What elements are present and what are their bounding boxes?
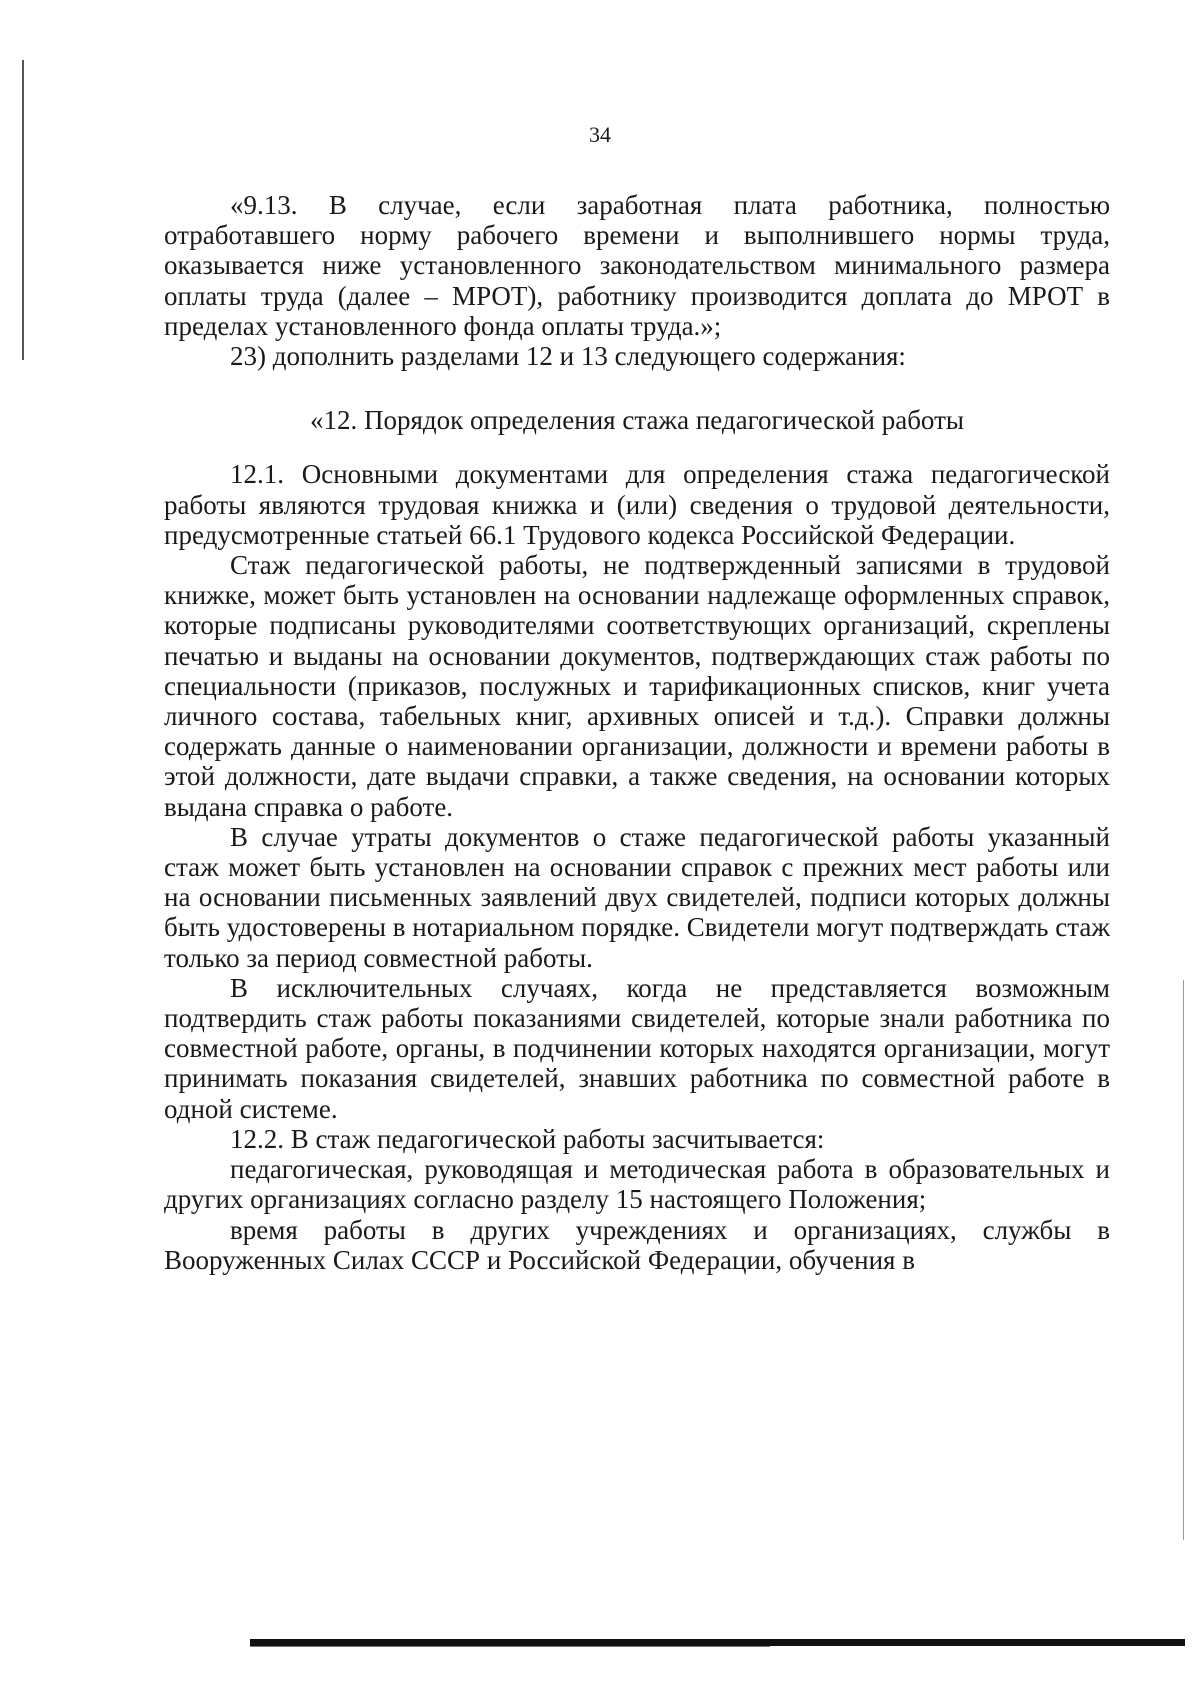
paragraph-9-13: «9.13. В случае, если заработная плата работника, полностью отработавшего норму рабочего времени и выполнившего нормы труда, оказывается ниже установленного законодательством минимального размера оплаты труда (далее – МРОТ), работнику производится доплата до МРОТ в пределах установленного фонда оплаты труда.»; [164, 190, 1110, 341]
paragraph-other-service: время работы в других учреждениях и организациях, службы в Вооруженных Силах СССР и Российской Федерации, обучения в [164, 1214, 1110, 1275]
section-title: «12. Порядок определения стажа педагогической работы [309, 405, 965, 436]
paragraph-item-23: 23) дополнить разделами 12 и 13 следующего содержания: [230, 341, 906, 372]
paragraph-12-1: 12.1. Основными документами для определения стажа педагогической работы являются трудовая книжка и (или) сведения о трудовой деятельности, предусмотренные статьей 66.1 Трудового кодекса Российской Федерации. [164, 459, 1110, 550]
scan-edge-left [22, 60, 24, 360]
document-body [164, 190, 1110, 1275]
paragraph-12-2: 12.2. В стаж педагогической работы засчитывается: [230, 1123, 825, 1154]
scan-edge-right [1183, 980, 1184, 1540]
paragraph-pedagogical-work: педагогическая, руководящая и методическая работа в образовательных и других организациях согласно разделу 15 настоящего Положения; [164, 1154, 1110, 1215]
bottom-rule [250, 1639, 1185, 1646]
paragraph-certificates: Стаж педагогической работы, не подтвержденный записями в трудовой книжке, может быть установлен на основании надлежаще оформленных справок, которые подписаны руководителями соответствующих организаций, скреплены печатью и выданы на основании документов, подтверждающих стаж работы по специальности (приказов, послужных и тарификационных списков, книг учета личного состава, табельных книг, архивных описей и т.д.). Справки должны содержать данные о наименовании организации, должности и времени работы в этой должности, дате выдачи справки, а также сведения, на основании которых выдана справка о работе. [164, 550, 1110, 822]
page-number: 34 [589, 122, 611, 147]
paragraph-exceptional-cases: В исключительных случаях, когда не представляется возможным подтвердить стаж работы показаниями свидетелей, которые знали работника по совместной работе, органы, в подчинении которых находятся организации, могут принимать показания свидетелей, знавших работника по совместной работе в одной системе. [164, 972, 1110, 1124]
bottom-rule-thin [250, 1646, 770, 1647]
paragraph-lost-documents: В случае утраты документов о стаже педагогической работы указанный стаж может быть установлен на основании справок с прежних мест работы или на основании письменных заявлений двух свидетелей, подписи которых должны быть удостоверены в нотариальном порядке. Свидетели могут подтверждать стаж только за период совместной работы. [164, 821, 1110, 973]
